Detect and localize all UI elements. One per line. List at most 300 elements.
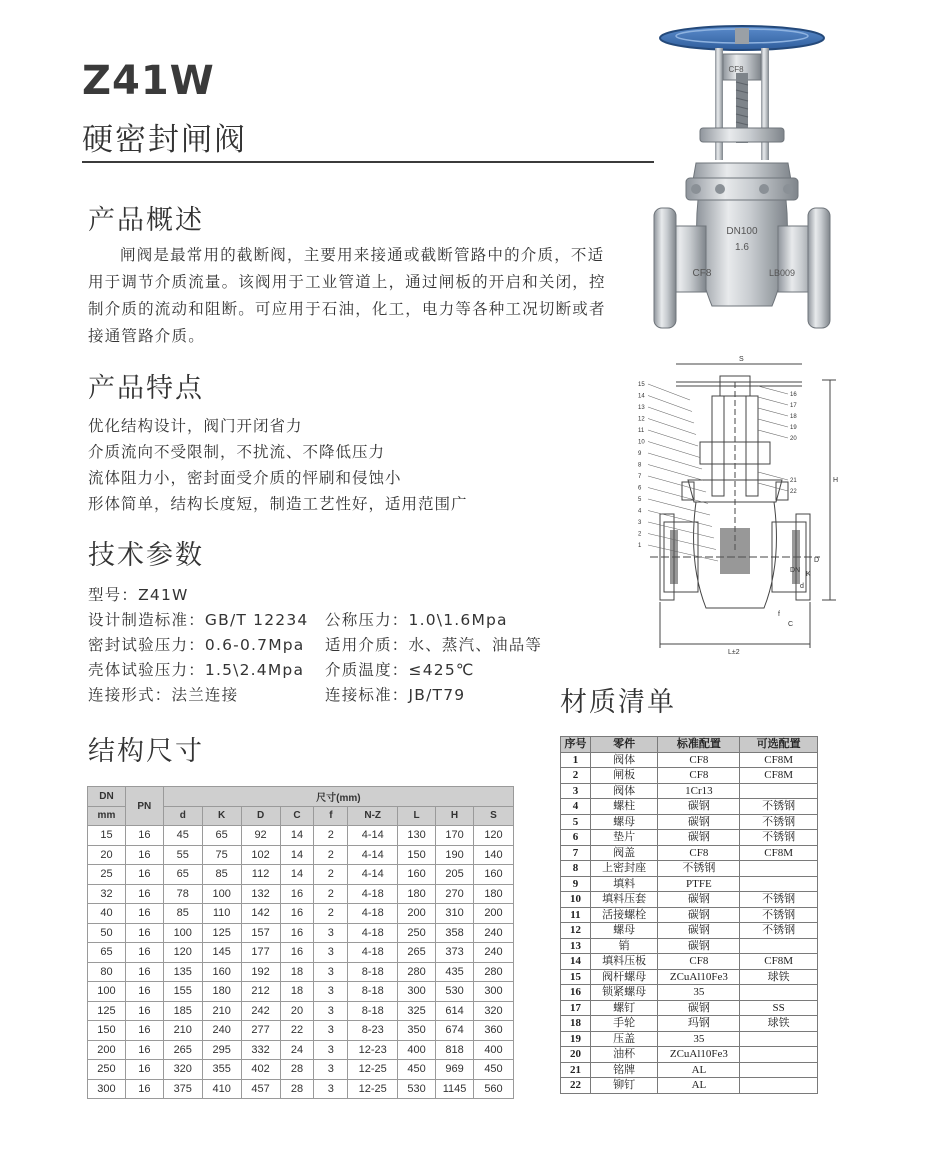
table-cell: 16 <box>125 1079 163 1099</box>
dimensions-table <box>87 786 514 1099</box>
table-row <box>88 1040 514 1060</box>
drawing-callout: 4 <box>638 508 642 515</box>
table-cell: 12-25 <box>348 1060 398 1080</box>
table-cell: 170 <box>436 826 474 846</box>
table-cell: 4-14 <box>348 845 398 865</box>
table-cell: 125 <box>88 1001 126 1021</box>
drawing-callout: 14 <box>638 393 645 400</box>
table-cell: 不锈钢 <box>740 892 818 908</box>
table-cell: 1Cr13 <box>658 783 740 799</box>
table-cell: 16 <box>125 884 163 904</box>
dim-label-h: H <box>833 477 839 484</box>
table-cell: 16 <box>125 1060 163 1080</box>
table-cell: 4-18 <box>348 943 398 963</box>
table-cell: 10 <box>561 892 591 908</box>
table-cell: 450 <box>398 1060 436 1080</box>
callout-leader <box>758 430 788 438</box>
table-cell: 180 <box>473 884 513 904</box>
table-cell: 不锈钢 <box>740 923 818 939</box>
table-cell: 325 <box>398 1001 436 1021</box>
table-cell: 2 <box>314 845 348 865</box>
table-cell: 530 <box>436 982 474 1002</box>
table-cell: 2 <box>314 865 348 885</box>
material-col-header: 标准配置 <box>658 737 740 753</box>
table-cell: 铆钉 <box>590 1078 658 1094</box>
table-cell: 180 <box>398 884 436 904</box>
dim-header-dn: DN <box>88 787 126 807</box>
drawing-callout: 15 <box>638 382 645 388</box>
materials-table <box>560 736 818 1094</box>
table-cell: 120 <box>473 826 513 846</box>
table-cell: 3 <box>314 962 348 982</box>
drawing-callout: 8 <box>638 462 642 469</box>
table-cell: CF8M <box>740 954 818 970</box>
params-heading: 技术参数 <box>88 540 204 571</box>
drawing-callout: 18 <box>790 414 797 420</box>
table-cell: CF8 <box>658 768 740 784</box>
table-cell: 16 <box>280 904 314 924</box>
table-cell: 4-14 <box>348 865 398 885</box>
table-cell: 560 <box>473 1079 513 1099</box>
product-name: 硬密封闸阀 <box>82 122 247 158</box>
table-cell: CF8 <box>658 954 740 970</box>
table-cell: 16 <box>125 865 163 885</box>
table-cell: 填料压套 <box>590 892 658 908</box>
table-cell: 135 <box>163 962 202 982</box>
table-row <box>561 1078 818 1094</box>
table-cell: 3 <box>314 1079 348 1099</box>
table-cell: 17 <box>561 1000 591 1016</box>
table-cell: 192 <box>241 962 280 982</box>
param-pressure: 公称压力：1.0\1.6Mpa <box>325 611 508 629</box>
table-row <box>561 752 818 768</box>
table-cell: 16 <box>125 962 163 982</box>
table-cell: 4-18 <box>348 923 398 943</box>
drawing-callout: 7 <box>638 474 642 480</box>
table-cell: 160 <box>473 865 513 885</box>
table-cell: 24 <box>280 1040 314 1060</box>
table-cell: 240 <box>202 1021 241 1041</box>
table-cell: 碳钢 <box>658 923 740 939</box>
drawing-callout: 11 <box>638 428 645 434</box>
table-cell: 11 <box>561 907 591 923</box>
feature-item: 优化结构设计，阀门开闭省力 <box>88 417 303 435</box>
table-cell: 150 <box>88 1021 126 1041</box>
table-row <box>561 799 818 815</box>
valve-photo <box>652 18 834 336</box>
table-cell: 140 <box>473 845 513 865</box>
table-cell: 20 <box>280 1001 314 1021</box>
param-medium: 适用介质：水、蒸汽、油品等 <box>325 636 543 654</box>
drawing-callout: 5 <box>638 497 642 503</box>
table-cell: 55 <box>163 845 202 865</box>
table-cell: 35 <box>658 1031 740 1047</box>
param-shell-test: 壳体试验压力：1.5\2.4Mpa <box>88 661 305 679</box>
table-cell: 457 <box>241 1079 280 1099</box>
table-cell: 8-18 <box>348 982 398 1002</box>
callout-leader <box>758 419 788 427</box>
table-row <box>561 954 818 970</box>
table-cell: 375 <box>163 1079 202 1099</box>
dim-label-c: C <box>788 621 794 628</box>
table-cell: 螺钉 <box>590 1000 658 1016</box>
table-cell: 85 <box>163 904 202 924</box>
table-row <box>561 923 818 939</box>
drawing-callout: 21 <box>790 478 797 484</box>
table-row <box>88 1060 514 1080</box>
table-cell: 20 <box>88 845 126 865</box>
param-standard: 设计制造标准：GB/T 12234 <box>88 611 309 629</box>
table-cell: 130 <box>398 826 436 846</box>
table-cell: 373 <box>436 943 474 963</box>
table-cell: 1 <box>561 752 591 768</box>
table-cell: 3 <box>314 982 348 1002</box>
table-cell: 400 <box>398 1040 436 1060</box>
table-cell: 不锈钢 <box>740 907 818 923</box>
dim-label-f: f <box>778 611 780 618</box>
table-cell: 142 <box>241 904 280 924</box>
table-cell: 垫片 <box>590 830 658 846</box>
table-cell: 不锈钢 <box>740 814 818 830</box>
overview-paragraph <box>88 242 608 350</box>
drawing-callout: 3 <box>638 520 642 526</box>
table-cell: 16 <box>125 826 163 846</box>
table-cell: 435 <box>436 962 474 982</box>
table-cell: 78 <box>163 884 202 904</box>
table-cell: 355 <box>202 1060 241 1080</box>
table-cell: 212 <box>241 982 280 1002</box>
table-cell: 12-23 <box>348 1040 398 1060</box>
table-cell: 16 <box>280 884 314 904</box>
table-cell: 205 <box>436 865 474 885</box>
table-row <box>561 783 818 799</box>
param-temperature: 介质温度：≤425℃ <box>325 661 475 679</box>
table-cell: 969 <box>436 1060 474 1080</box>
table-cell: 450 <box>473 1060 513 1080</box>
callout-leader <box>758 386 788 394</box>
table-cell: 填料 <box>590 876 658 892</box>
dim-header-pn: PN <box>125 787 163 826</box>
materials-heading: 材质清单 <box>560 687 676 718</box>
dim-col-header: L <box>398 806 436 826</box>
table-cell: 674 <box>436 1021 474 1041</box>
table-row <box>88 943 514 963</box>
table-cell: 65 <box>202 826 241 846</box>
dim-col-header: D <box>241 806 280 826</box>
table-cell: 16 <box>280 923 314 943</box>
table-cell: 320 <box>163 1060 202 1080</box>
table-row <box>88 845 514 865</box>
photo-mark: CF8 <box>728 65 744 74</box>
table-cell: 闸板 <box>590 768 658 784</box>
table-cell: 碳钢 <box>658 1000 740 1016</box>
table-cell: 32 <box>88 884 126 904</box>
table-cell: 177 <box>241 943 280 963</box>
table-cell: 3 <box>314 1060 348 1080</box>
table-cell: 压盖 <box>590 1031 658 1047</box>
table-cell: 145 <box>202 943 241 963</box>
callout-leader <box>758 408 788 416</box>
table-cell: 3 <box>314 943 348 963</box>
table-row <box>88 982 514 1002</box>
table-cell: 200 <box>398 904 436 924</box>
dim-col-header: H <box>436 806 474 826</box>
table-cell: CF8 <box>658 752 740 768</box>
features-list <box>88 413 468 517</box>
table-cell: 270 <box>436 884 474 904</box>
table-cell: 3 <box>314 923 348 943</box>
table-cell: 螺母 <box>590 923 658 939</box>
table-cell: 22 <box>280 1021 314 1041</box>
table-cell: 210 <box>163 1021 202 1041</box>
table-cell: ZCuAl10Fe3 <box>658 1047 740 1063</box>
table-cell: 280 <box>398 962 436 982</box>
overview-line: 闸阀是最常用的截断阀，主要用来接通或截断管路中的介质，不适 <box>120 246 605 264</box>
table-cell: 8-18 <box>348 1001 398 1021</box>
table-cell <box>740 1078 818 1094</box>
table-cell: 250 <box>398 923 436 943</box>
table-cell: 12-25 <box>348 1079 398 1099</box>
param-connection: 连接形式：法兰连接 <box>88 686 239 704</box>
drawing-callout: 16 <box>790 392 797 398</box>
table-cell: 112 <box>241 865 280 885</box>
callout-leader <box>758 397 788 405</box>
table-cell: 螺柱 <box>590 799 658 815</box>
table-cell: 400 <box>473 1040 513 1060</box>
table-row <box>561 892 818 908</box>
table-cell: 100 <box>88 982 126 1002</box>
table-cell: CF8 <box>658 845 740 861</box>
table-row <box>561 938 818 954</box>
dim-header-size: 尺寸(mm) <box>163 787 513 807</box>
overview-line: 制介质的流动和阻断。可应用于石油，化工，电力等各种工况切断或者 <box>88 300 606 318</box>
table-cell: 阀体 <box>590 752 658 768</box>
table-cell <box>740 783 818 799</box>
table-cell: 18 <box>280 962 314 982</box>
photo-mark: CF8 <box>692 268 712 279</box>
table-cell: PTFE <box>658 876 740 892</box>
table-cell: 锁紧螺母 <box>590 985 658 1001</box>
dim-label-dn: DN <box>790 567 801 574</box>
table-cell: 8-18 <box>348 962 398 982</box>
table-cell <box>740 861 818 877</box>
table-cell: 150 <box>398 845 436 865</box>
table-row <box>561 845 818 861</box>
callout-leader <box>758 483 788 491</box>
table-cell: 265 <box>398 943 436 963</box>
table-cell: CF8M <box>740 752 818 768</box>
table-cell: 185 <box>163 1001 202 1021</box>
table-cell: 油杯 <box>590 1047 658 1063</box>
table-cell: 14 <box>280 845 314 865</box>
table-cell: 16 <box>125 904 163 924</box>
table-cell: 35 <box>658 985 740 1001</box>
table-cell: 45 <box>163 826 202 846</box>
table-cell: 120 <box>163 943 202 963</box>
table-cell: 332 <box>241 1040 280 1060</box>
table-cell: 16 <box>125 845 163 865</box>
param-seal-test: 密封试验压力：0.6-0.7Mpa <box>88 636 305 654</box>
drawing-callout: 2 <box>638 531 642 538</box>
table-cell: 球铁 <box>740 1016 818 1032</box>
material-col-header: 可选配置 <box>740 737 818 753</box>
features-heading: 产品特点 <box>88 373 204 404</box>
table-cell: 160 <box>398 865 436 885</box>
table-cell: 277 <box>241 1021 280 1041</box>
dim-col-header: K <box>202 806 241 826</box>
table-cell: 上密封座 <box>590 861 658 877</box>
table-cell: 818 <box>436 1040 474 1060</box>
table-cell: 242 <box>241 1001 280 1021</box>
table-cell: 阀盖 <box>590 845 658 861</box>
table-cell: 3 <box>561 783 591 799</box>
drawing-callout: 20 <box>790 436 797 442</box>
table-cell: 2 <box>314 904 348 924</box>
table-cell: 92 <box>241 826 280 846</box>
table-cell: 碳钢 <box>658 830 740 846</box>
table-cell: 28 <box>280 1060 314 1080</box>
table-cell: 50 <box>88 923 126 943</box>
table-row <box>561 969 818 985</box>
dim-col-header: S <box>473 806 513 826</box>
table-cell: 22 <box>561 1078 591 1094</box>
table-cell: 16 <box>561 985 591 1001</box>
table-cell: 销 <box>590 938 658 954</box>
drawing-callout: 6 <box>638 485 642 492</box>
table-cell: 300 <box>473 982 513 1002</box>
table-cell: 2 <box>314 884 348 904</box>
material-col-header: 序号 <box>561 737 591 753</box>
table-cell: 碳钢 <box>658 907 740 923</box>
table-cell: 4-18 <box>348 904 398 924</box>
table-row <box>561 907 818 923</box>
table-cell: 18 <box>561 1016 591 1032</box>
table-cell: SS <box>740 1000 818 1016</box>
table-cell: 210 <box>202 1001 241 1021</box>
table-cell: 300 <box>398 982 436 1002</box>
dim-col-header: C <box>280 806 314 826</box>
params-left-column <box>88 583 308 708</box>
drawing-callout: 12 <box>638 416 645 423</box>
table-cell: 1145 <box>436 1079 474 1099</box>
dim-label-k: K <box>806 571 811 578</box>
table-cell: 碳钢 <box>658 938 740 954</box>
table-cell: 活接螺栓 <box>590 907 658 923</box>
dimensions-heading: 结构尺寸 <box>88 736 204 767</box>
table-cell: 360 <box>473 1021 513 1041</box>
table-row <box>561 876 818 892</box>
table-cell: 不锈钢 <box>740 799 818 815</box>
table-cell: 310 <box>436 904 474 924</box>
table-cell: 350 <box>398 1021 436 1041</box>
table-cell: 填料压板 <box>590 954 658 970</box>
title-divider <box>82 161 654 163</box>
table-cell: 4-18 <box>348 884 398 904</box>
overview-heading: 产品概述 <box>88 205 204 236</box>
photo-mark: 1.6 <box>735 242 749 253</box>
table-cell: 100 <box>202 884 241 904</box>
table-cell: 132 <box>241 884 280 904</box>
table-row <box>561 861 818 877</box>
table-row <box>88 923 514 943</box>
table-cell: 3 <box>314 1040 348 1060</box>
table-cell: 2 <box>561 768 591 784</box>
dim-col-header: N-Z <box>348 806 398 826</box>
table-cell: 25 <box>88 865 126 885</box>
drawing-callout: 19 <box>790 425 797 431</box>
params-right-column <box>325 608 542 708</box>
table-cell: 530 <box>398 1079 436 1099</box>
table-cell: 螺母 <box>590 814 658 830</box>
table-row <box>561 1000 818 1016</box>
table-cell: 16 <box>125 943 163 963</box>
table-cell: 12 <box>561 923 591 939</box>
drawing-callout: 13 <box>638 405 645 411</box>
table-row <box>88 865 514 885</box>
table-cell: 14 <box>280 826 314 846</box>
table-cell: 280 <box>473 962 513 982</box>
drawing-callout: 9 <box>638 451 642 457</box>
table-cell: 21 <box>561 1062 591 1078</box>
table-cell: 410 <box>202 1079 241 1099</box>
table-cell: 16 <box>125 1001 163 1021</box>
table-cell: 碳钢 <box>658 814 740 830</box>
feature-item: 形体简单，结构长度短，制造工艺性好，适用范围广 <box>88 495 468 513</box>
table-cell: 180 <box>202 982 241 1002</box>
table-cell <box>740 876 818 892</box>
table-row <box>88 884 514 904</box>
drawing-callout: 1 <box>638 543 642 549</box>
table-cell: 265 <box>163 1040 202 1060</box>
drawing-callout: 17 <box>790 403 797 409</box>
material-col-header: 零件 <box>590 737 658 753</box>
table-cell: 碳钢 <box>658 799 740 815</box>
table-cell: 15 <box>88 826 126 846</box>
table-cell: 13 <box>561 938 591 954</box>
table-cell: 190 <box>436 845 474 865</box>
dim-label-small-d: d <box>800 583 804 590</box>
drawing-callout: 22 <box>790 489 797 495</box>
table-cell: AL <box>658 1062 740 1078</box>
table-cell: 不锈钢 <box>740 830 818 846</box>
table-cell: 80 <box>88 962 126 982</box>
table-cell: CF8M <box>740 768 818 784</box>
table-cell <box>740 1047 818 1063</box>
table-cell: 295 <box>202 1040 241 1060</box>
table-row <box>561 768 818 784</box>
table-cell: 240 <box>473 943 513 963</box>
table-cell: 4-14 <box>348 826 398 846</box>
table-cell: 65 <box>163 865 202 885</box>
table-cell: 28 <box>280 1079 314 1099</box>
table-cell: 19 <box>561 1031 591 1047</box>
table-cell: ZCuAl10Fe3 <box>658 969 740 985</box>
table-row <box>561 830 818 846</box>
dim-col-header: d <box>163 806 202 826</box>
table-row <box>88 1021 514 1041</box>
dim-header-mm: mm <box>88 806 126 826</box>
table-row <box>561 1016 818 1032</box>
table-cell: 14 <box>280 865 314 885</box>
table-cell: 6 <box>561 830 591 846</box>
table-cell: 125 <box>202 923 241 943</box>
table-row <box>561 1062 818 1078</box>
table-cell <box>740 938 818 954</box>
table-row <box>561 985 818 1001</box>
valve-drawing <box>630 352 842 662</box>
table-cell: 9 <box>561 876 591 892</box>
table-cell: 358 <box>436 923 474 943</box>
